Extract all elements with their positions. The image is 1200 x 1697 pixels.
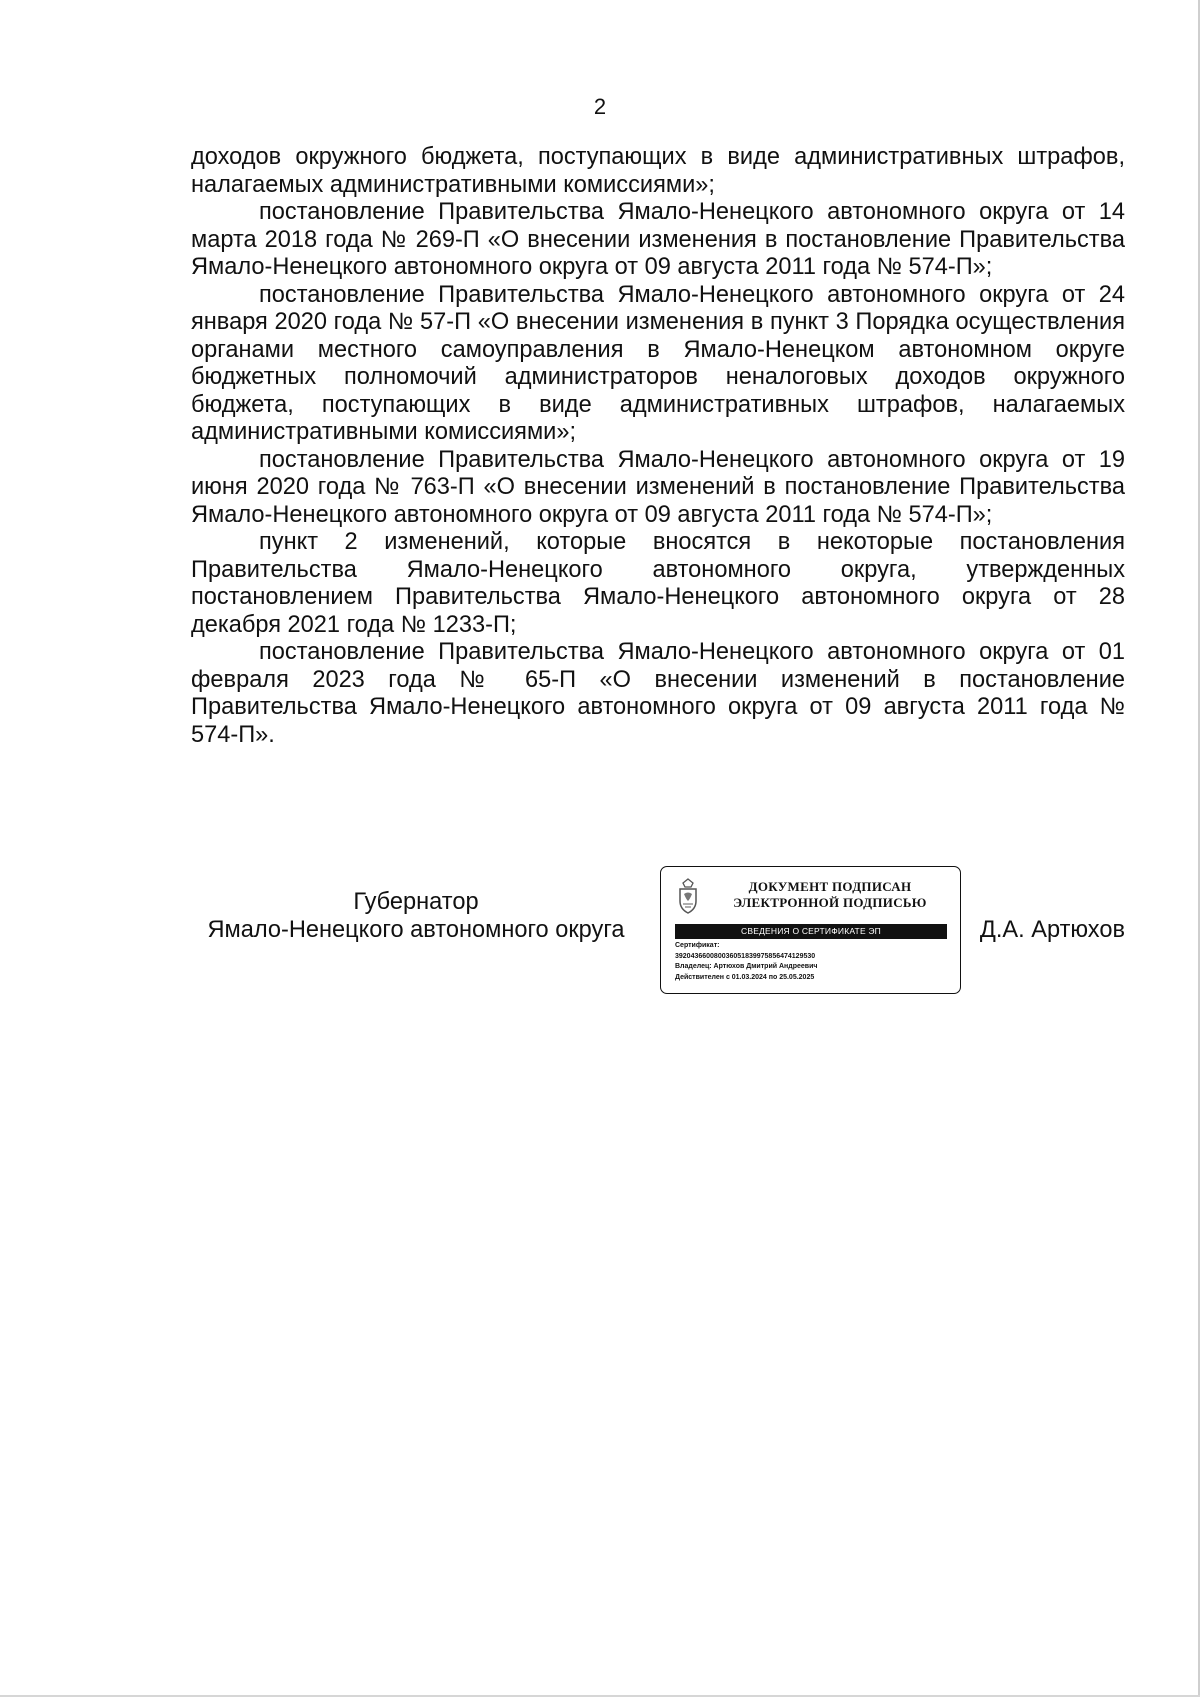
paragraph-2018-269p: постановление Правительства Ямало-Ненецкого автономного округа от 14 марта 2018 года № 269-П «О внесении изменения в постановление Правительства Ямало-Ненецкого автономного округа от 09 августа 2011 года № 574-П»;	[191, 199, 1125, 280]
signatory-position	[191, 888, 641, 944]
certificate-label: Сертификат:	[675, 942, 720, 949]
signatory-name: Д.А. Артюхов	[979, 917, 1125, 943]
electronic-signature-stamp	[660, 866, 961, 994]
document-body	[191, 144, 1125, 749]
paragraph-2023-65p: постановление Правительства Ямало-Ненецкого автономного округа от 01 февраля 2023 года № 65-П «О внесении изменений в постановление Правительства Ямало-Ненецкого автономного округа от 09 августа 2011 года № 574-П».	[191, 639, 1125, 748]
stamp-title	[705, 879, 955, 911]
coat-of-arms-icon	[675, 877, 701, 917]
certificate-validity: Действителен с 01.03.2024 по 25.05.2025	[675, 973, 815, 981]
certificate-details	[675, 941, 951, 983]
position-line-2: Ямало-Ненецкого автономного округа	[207, 917, 625, 943]
stamp-title-line-1: ДОКУМЕНТ ПОДПИСАН	[748, 879, 912, 894]
page-number: 2	[593, 94, 607, 119]
certificate-number: 392043660080036051839975856474129530	[675, 952, 816, 960]
paragraph-2020-763p: постановление Правительства Ямало-Ненецкого автономного округа от 19 июня 2020 года № 763-П «О внесении изменений в постановление Правительства Ямало-Ненецкого автономного округа от 09 августа 2011 года № 574-П»;	[191, 446, 1125, 528]
paragraph-continuation: доходов окружного бюджета, поступающих в виде административных штрафов, налагаемых административными комиссиями»;	[191, 144, 1125, 198]
paragraph-2020-57p: постановление Правительства Ямало-Ненецкого автономного округа от 24 января 2020 года № 57-П «О внесении изменения в пункт 3 Порядка осуществления органами местного самоуправления в Ямало-Ненецком автономном округе бюджетных полномочий администраторов неналоговых доходов окружного бюджета, поступающих в виде административных штрафов, налагаемых административными комиссиями»;	[191, 281, 1125, 445]
position-line-1: Губернатор	[353, 889, 479, 915]
certificate-info-bar: СВЕДЕНИЯ О СЕРТИФИКАТЕ ЭП	[675, 924, 947, 939]
signature-block	[191, 866, 1125, 1000]
stamp-title-line-2: ЭЛЕКТРОННОЙ ПОДПИСЬЮ	[733, 895, 927, 910]
certificate-owner: Владелец: Артюхов Дмитрий Андреевич	[675, 963, 818, 970]
paragraph-2021-1233p: пункт 2 изменений, которые вносятся в некоторые постановления Правительства Ямало-Ненецкого автономного округа, утвержденных постановлением Правительства Ямало-Ненецкого автономного округа от 28 декабря 2021 года № 1233-П;	[191, 529, 1125, 638]
